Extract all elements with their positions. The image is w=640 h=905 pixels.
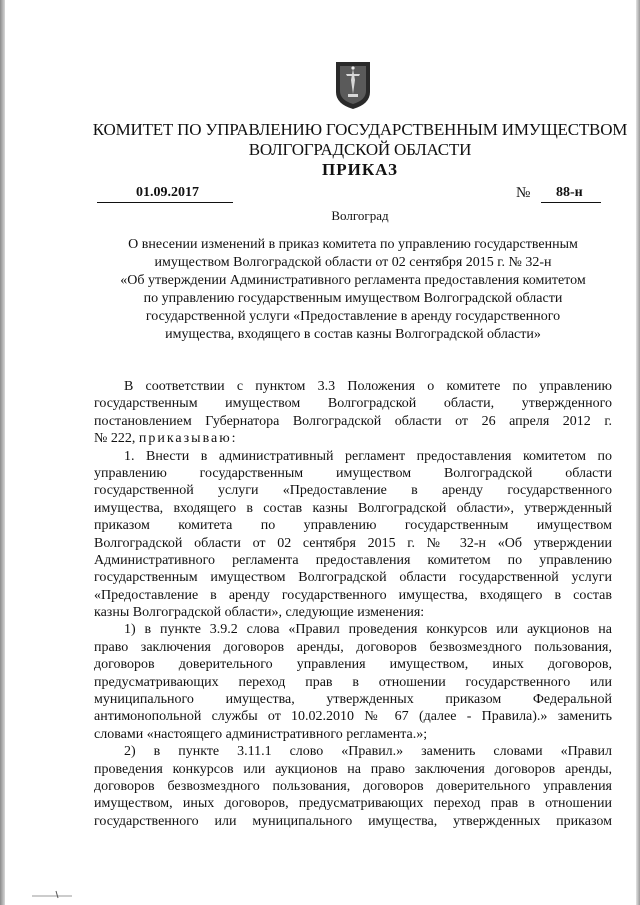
committee-name-line-1: КОМИТЕТ ПО УПРАВЛЕНИЮ ГОСУДАРСТВЕННЫМ ИМУЩЕСТВОМ: [92, 120, 628, 139]
body-line: государственным имуществом Волгоградской области государственной услуги: [94, 570, 612, 586]
body-line: управлению государственным имуществом Волгоградской области: [94, 465, 612, 481]
order-subject: [94, 236, 612, 344]
body-line: право заключения договоров аренды, договоров безвозмездного пользования,: [94, 639, 612, 655]
body-line: Волгоградской области от 02 сентября 2015 г. № 32-н «Об утверждении: [94, 535, 612, 551]
body-line: предусматривающих переход прав в отношении государственного или: [94, 674, 612, 690]
body-line: В соответствии с пунктом 3.3 Положения о комитете по управлению: [124, 379, 612, 394]
scan-mark-icon: [32, 889, 72, 899]
body-line: государственного или муниципального имущества, утвержденных приказом: [94, 813, 612, 829]
body-line: проведения конкурсов или аукционов на право заключения договоров аренды,: [94, 761, 612, 777]
body-line: казны Волгоградской области», следующие изменения:: [94, 605, 425, 621]
body-line: «Предоставление в аренду государственного имущества, входящего в состав: [94, 587, 612, 603]
scan-edge-left: [0, 0, 5, 905]
subject-line: по управлению государственным имуществом Волгоградской области: [143, 291, 563, 306]
body-line: государственной услуги «Предоставление в аренду государственного: [94, 483, 612, 499]
subject-line: «Об утверждении Административного регламента предоставления комитетом: [120, 273, 586, 288]
committee-name-line-2: ВОЛГОГРАДСКОЙ ОБЛАСТИ: [248, 140, 472, 159]
subject-line: О внесении изменений в приказ комитета по управлению государственным: [128, 237, 578, 252]
body-line: 1. Внести в административный регламент предоставления комитетом по: [124, 448, 612, 464]
body-line: 2) в пункте 3.11.1 слово «Правил.» заменить словами «Правил: [124, 744, 612, 760]
body-line-decree: [94, 430, 612, 447]
decree-word: приказываю:: [138, 431, 238, 447]
body-line: договоров доверительного управления имуществом, иных договоров,: [94, 657, 612, 673]
body-line: Административного регламента предоставления комитетом по управлению: [94, 552, 612, 568]
subject-line: имуществом Волгоградской области от 02 сентября 2015 г. № 32-н: [154, 255, 552, 270]
body-line: государственным имуществом Волгоградской области, утвержденного: [94, 396, 612, 412]
body-line: 1) в пункте 3.9.2 слова «Правил проведения конкурсов или аукционов на: [124, 622, 612, 638]
body-line: имущества, входящего в состав казны Волгоградской области», утвержденный: [94, 500, 612, 516]
body-line: постановлением Губернатора Волгоградской области от 26 апреля 2012 г.: [94, 413, 612, 429]
coat-of-arms-icon: [334, 60, 372, 110]
number-sign: №: [516, 185, 531, 201]
decree-prefix: № 222,: [94, 431, 136, 447]
order-number: 88-н: [556, 185, 583, 200]
subject-line: государственной услуги «Предоставление в аренду государственного: [145, 309, 561, 324]
body-line: антимонопольной службы от 10.02.2010 № 67 (далее - Правила).» заменить: [94, 709, 612, 725]
body-line: приказом комитета по управлению государственным имуществом: [94, 518, 612, 534]
body-line: договоров безвозмездного пользования, договоров доверительного управления: [94, 778, 612, 794]
body-line: имуществом, иных договоров, предусматривающих переход прав в отношении: [94, 796, 612, 812]
subject-line: имущества, входящего в состав казны Волгоградской области»: [165, 327, 541, 342]
order-body: [94, 378, 612, 830]
order-title: ПРИКАЗ: [322, 160, 398, 179]
body-line: муниципального имущества, утвержденных приказом Федеральной: [94, 692, 612, 708]
city: Волгоград: [331, 208, 389, 223]
order-date: 01.09.2017: [136, 185, 199, 200]
body-line: словами «настоящего административного регламента.»;: [94, 726, 428, 742]
